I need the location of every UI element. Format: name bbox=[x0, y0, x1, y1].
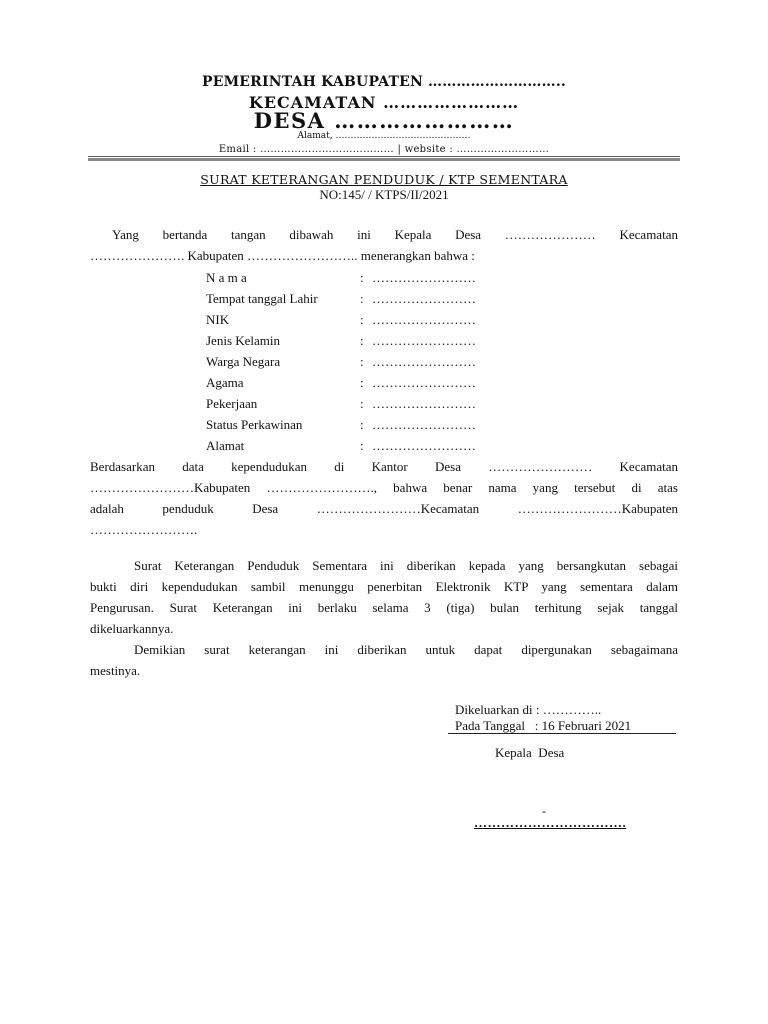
document-number: NO:145/ / KTPS/II/2021 bbox=[319, 187, 449, 202]
intro-word: ………………… bbox=[504, 227, 596, 242]
body-line: mestinya. bbox=[90, 663, 141, 678]
field-value: …………………… bbox=[372, 438, 476, 453]
field-colon: : bbox=[360, 417, 364, 432]
field-row-occupation bbox=[206, 393, 526, 414]
document-title-text: SURAT KETERANGAN PENDUDUK / KTP SEMENTARA bbox=[200, 172, 568, 187]
intro-word: Yang bbox=[112, 227, 139, 242]
basis-paragraph bbox=[90, 456, 678, 540]
field-value: …………………… bbox=[372, 270, 476, 285]
body-line: Surat Keterangan Penduduk Sementara ini diberikan kepada yang bersangkutan sebagai bbox=[134, 558, 678, 573]
field-value: …………………… bbox=[372, 312, 476, 327]
basis-line: ……………………Kabupaten ……………………., bahwa benar nama yang tersebut di atas bbox=[90, 480, 678, 495]
field-row-religion bbox=[206, 372, 526, 393]
field-row-nik bbox=[206, 309, 526, 330]
field-label: Tempat tanggal Lahir bbox=[206, 291, 318, 306]
intro-line-2: …………………. Kabupaten …………………….. menerangkan bahwa : bbox=[90, 248, 475, 263]
signatory-name: ……………………………. bbox=[474, 815, 627, 830]
document-title bbox=[90, 172, 678, 187]
intro-word: Kecamatan bbox=[619, 227, 678, 242]
field-label: Jenis Kelamin bbox=[206, 333, 281, 348]
field-colon: : bbox=[360, 333, 364, 348]
signature-dash: - bbox=[542, 804, 546, 818]
intro-paragraph bbox=[90, 224, 678, 266]
letterhead-regency: PEMERINTAH KABUPATEN ……………………….. bbox=[202, 74, 566, 90]
field-row-birth bbox=[206, 288, 526, 309]
field-label: Agama bbox=[206, 375, 244, 390]
issued-at: Dikeluarkan di : ………….. bbox=[455, 702, 602, 717]
field-value: …………………… bbox=[372, 375, 476, 390]
field-label: Alamat bbox=[206, 438, 245, 453]
field-row-citizenship bbox=[206, 351, 526, 372]
signatory-position: Kepala Desa bbox=[495, 745, 565, 760]
field-label: Status Perkawinan bbox=[206, 417, 303, 432]
field-label: Warga Negara bbox=[206, 354, 281, 369]
field-value: …………………… bbox=[372, 291, 476, 306]
identity-fields bbox=[206, 267, 526, 456]
field-label: NIK bbox=[206, 312, 230, 327]
letterhead-divider-thick bbox=[88, 158, 680, 161]
field-label: Pekerjaan bbox=[206, 396, 258, 411]
field-colon: : bbox=[360, 438, 364, 453]
body-line: Demikian surat keterangan ini diberikan untuk dapat dipergunakan sebagaimana bbox=[134, 642, 678, 657]
body-paragraph-1 bbox=[90, 555, 678, 639]
body-line: bukti diri kependudukan sambil menunggu penerbitan Elektronik KTP yang sementara dalam bbox=[90, 579, 678, 594]
field-colon: : bbox=[360, 396, 364, 411]
field-row-marital-status bbox=[206, 414, 526, 435]
field-colon: : bbox=[360, 291, 364, 306]
basis-line: adalah penduduk Desa ……………………Kecamatan ……………………Kabupaten bbox=[90, 501, 678, 516]
field-value: …………………… bbox=[372, 354, 476, 369]
field-colon: : bbox=[360, 375, 364, 390]
field-value: …………………… bbox=[372, 417, 476, 432]
intro-word: dibawah bbox=[289, 227, 334, 242]
body-line: Pengurusan. Surat Keterangan ini berlaku selama 3 (tiga) bulan terhitung sejak tanggal bbox=[90, 600, 678, 615]
body-paragraph-2 bbox=[90, 639, 678, 681]
letterhead-address: Alamat, ……………………………………… bbox=[297, 131, 471, 141]
intro-word: tangan bbox=[231, 227, 266, 242]
intro-word: bertanda bbox=[162, 227, 208, 242]
field-row-gender bbox=[206, 330, 526, 351]
intro-word: Desa bbox=[455, 227, 482, 242]
letterhead-district: KECAMATAN …………………… bbox=[248, 93, 520, 112]
intro-word: ini bbox=[357, 227, 371, 242]
intro-word: Kepala bbox=[394, 227, 432, 242]
letterhead-divider-thin bbox=[88, 156, 680, 157]
field-value: …………………… bbox=[372, 333, 476, 348]
basis-line: ……………………. bbox=[90, 522, 198, 537]
field-colon: : bbox=[360, 312, 364, 327]
intro-line-1 bbox=[90, 224, 678, 245]
body-line: dikeluarkannya. bbox=[90, 621, 174, 636]
issued-date: Pada Tanggal : 16 Februari 2021 bbox=[455, 718, 632, 733]
field-row-name bbox=[206, 267, 526, 288]
field-value: …………………… bbox=[372, 396, 476, 411]
field-colon: : bbox=[360, 354, 364, 369]
basis-line: Berdasarkan data kependudukan di Kantor Desa …………………… Kecamatan bbox=[90, 459, 678, 474]
field-row-address bbox=[206, 435, 526, 456]
field-label: N a m a bbox=[206, 270, 247, 285]
field-colon: : bbox=[360, 270, 364, 285]
signature-date-underline bbox=[448, 733, 676, 734]
letterhead-village: DESA …………………… bbox=[253, 108, 515, 133]
letterhead-contact: Email : ………………………………… | website : ……………………… bbox=[218, 144, 550, 155]
